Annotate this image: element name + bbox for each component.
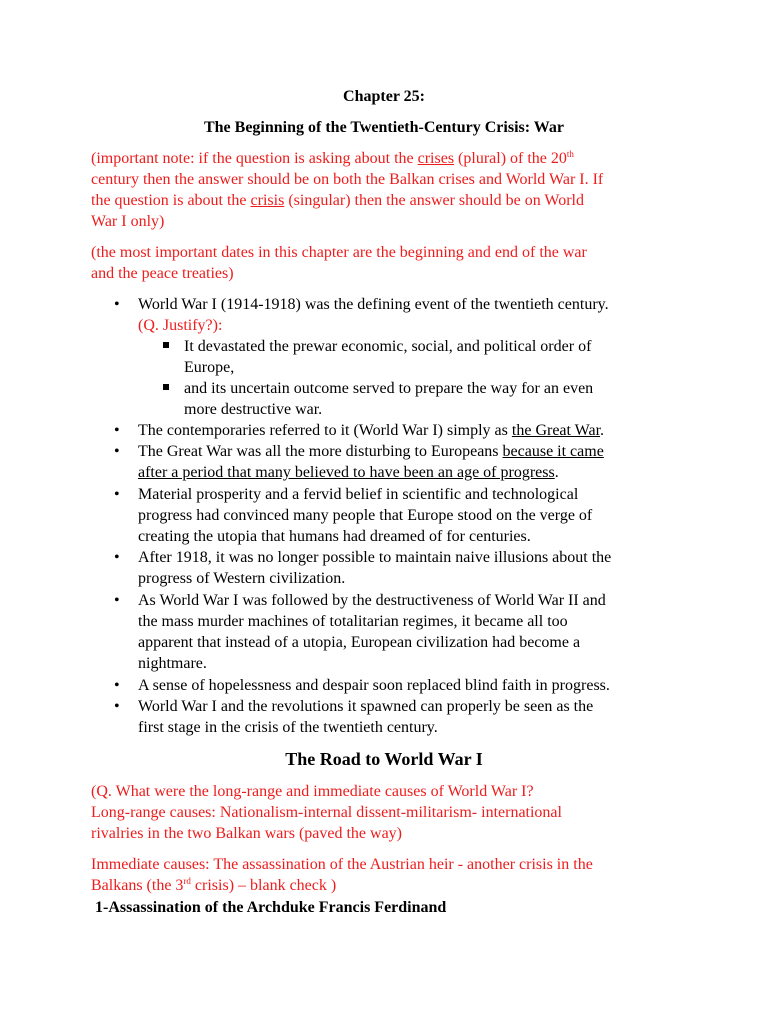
bullet-4-line-1: Material prosperity and a fervid belief in scientific and technological [138, 486, 579, 503]
note-line-1: (important note: if the question is asking about the crises (plural) of the 20th [91, 149, 574, 167]
bullet-4-line-3: creating the utopia that humans had dreamed of for centuries. [138, 528, 531, 545]
note-line-4: War I only) [91, 213, 165, 230]
bullet-4-line-2: progress had convinced many people that Europe stood on the verge of [138, 507, 593, 524]
bullet-8-line-2: first stage in the crisis of the twentieth century. [138, 719, 438, 736]
dates-note-line-1: (the most important dates in this chapter are the beginning and end of the war [91, 244, 587, 261]
chapter-label: Chapter 25: [343, 88, 425, 105]
square-bullet-marker [163, 342, 169, 348]
bullet-1-question: (Q. Justify?): [138, 317, 223, 334]
sub-bullet-1-line-2: Europe, [184, 359, 235, 376]
bullet-1-line-1: World War I (1914-1918) was the defining event of the twentieth century. [138, 296, 609, 313]
bullet-3-line-2: after a period that many believed to have been an age of progress. [138, 464, 559, 481]
bullet-7-line-1: A sense of hopelessness and despair soon replaced blind faith in progress. [138, 677, 610, 694]
bullet-5-line-1: After 1918, it was no longer possible to maintain naive illusions about the [138, 549, 612, 566]
note-line-3: the question is about the crisis (singular) then the answer should be on World [91, 192, 584, 209]
bullet-marker: • [114, 592, 120, 609]
note-line-2: century then the answer should be on both the Balkan crises and World War I. If [91, 171, 604, 188]
sub-bullet-2-line-1: and its uncertain outcome served to prepare the way for an even [184, 380, 594, 397]
sub-bullet-2-line-2: more destructive war. [184, 401, 323, 418]
bullet-6-line-1: As World War I was followed by the destructiveness of World War II and [138, 592, 606, 609]
bullet-marker: • [114, 677, 120, 694]
immediate-causes-line-2: Balkans (the 3rd crisis) – blank check ) [91, 876, 337, 894]
bullet-5-line-2: progress of Western civilization. [138, 570, 346, 587]
bullet-3-line-1: The Great War was all the more disturbing to Europeans because it came [138, 443, 604, 460]
bullet-2-line-1: The contemporaries referred to it (World War I) simply as the Great War. [138, 422, 605, 439]
bullet-6-line-4: nightmare. [138, 655, 207, 672]
bullet-marker: • [114, 698, 120, 715]
bullet-6-line-2: the mass murder machines of totalitarian regimes, it became all too [138, 613, 568, 630]
bullet-marker: • [114, 443, 120, 460]
sub-bullet-1-line-1: It devastated the prewar economic, social, and political order of [184, 338, 592, 355]
section-heading: The Road to World War I [285, 749, 483, 769]
bullet-marker: • [114, 422, 120, 439]
subheading-assassination: 1-Assassination of the Archduke Francis Ferdinand [95, 899, 447, 916]
bullet-8-line-1: World War I and the revolutions it spawned can properly be seen as the [138, 698, 594, 715]
immediate-causes-line-1: Immediate causes: The assassination of the Austrian heir - another crisis in the [91, 856, 593, 873]
bullet-6-line-3: apparent that instead of a utopia, European civilization had become a [138, 634, 581, 651]
chapter-title: The Beginning of the Twentieth-Century Crisis: War [203, 119, 564, 136]
causes-line-3: rivalries in the two Balkan wars (paved the way) [91, 825, 403, 842]
bullet-marker: • [114, 296, 120, 313]
causes-line-1: (Q. What were the long-range and immediate causes of World War I? [91, 783, 534, 800]
causes-line-2: Long-range causes: Nationalism-internal dissent-militarism- international [91, 804, 562, 821]
bullet-marker: • [114, 486, 120, 503]
square-bullet-marker [163, 384, 169, 390]
dates-note-line-2: and the peace treaties) [91, 265, 234, 282]
bullet-marker: • [114, 549, 120, 566]
